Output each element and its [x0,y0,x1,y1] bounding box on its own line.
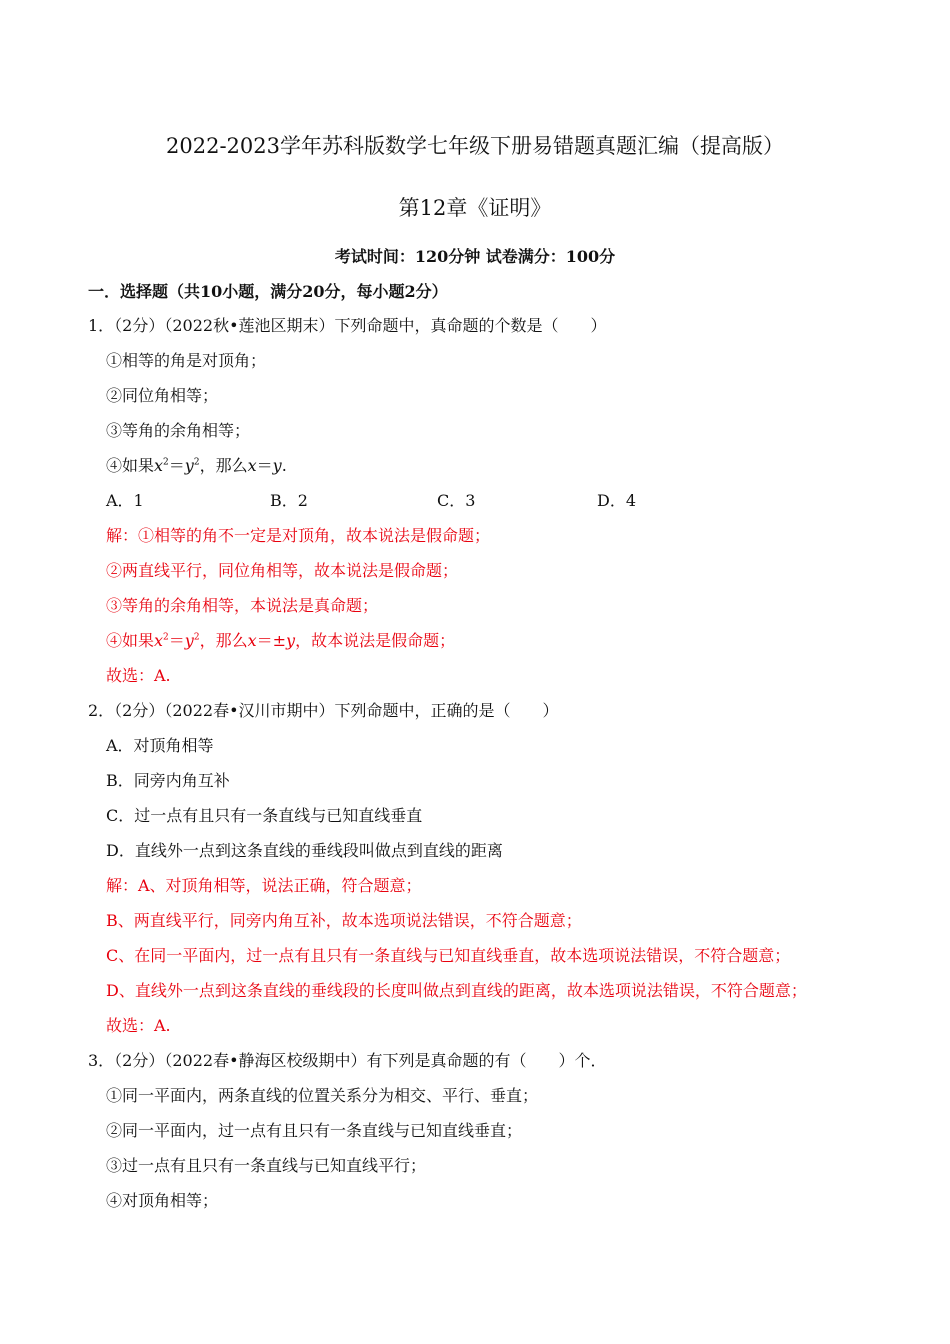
q2-option-c: C．过一点有且只有一条直线与已知直线垂直 [106,806,423,825]
q1-answer-4: ④如果$x^2=y^2$，那么x＝±y，故本说法是假命题； [106,631,456,650]
q3-statement-4: ④对顶角相等； [106,1191,219,1210]
question-3-stem: 3．（2分）（2022春•静海区校级期中）有下列是真命题的有（ ）个． [88,1051,607,1070]
q2-option-b: B．同旁内角互补 [106,771,230,790]
q2-option-a: A．对顶角相等 [106,736,214,755]
document-title: 2022-2023学年苏科版数学七年级下册易错题真题汇编（提高版） [166,134,784,158]
q2-choice: 故选：A. [106,1016,171,1035]
section-heading: 一．选择题（共10小题，满分20分，每小题2分） [88,282,448,301]
q1-statement-3: ③等角的余角相等； [106,421,251,440]
chapter-title: 第12章《证明》 [398,196,552,220]
q2-answer-d: D、直线外一点到这条直线的垂线段的长度叫做点到直线的距离，故本选项说法错误，不符合题意； [106,981,807,1000]
q1-answer-2: ②两直线平行，同位角相等，故本说法是假命题； [106,561,459,580]
q1-statement-4: ④如果$x^2=y^2$，那么x＝y. [106,456,287,475]
q1-option-d: D．4 [597,491,637,510]
q2-option-d: D．直线外一点到这条直线的垂线段叫做点到直线的距离 [106,841,503,860]
q2-answer-b: B、两直线平行，同旁内角互补，故本选项说法错误，不符合题意； [106,911,582,930]
q1-statement-2: ②同位角相等； [106,386,219,405]
question-2-stem: 2．（2分）（2022春•汉川市期中）下列命题中，正确的是（ ） [88,701,559,720]
exam-info: 考试时间：120分钟 试卷满分：100分 [334,247,616,266]
q1-statement-1: ①相等的角是对顶角； [106,351,267,370]
q2-answer-c: C、在同一平面内，过一点有且只有一条直线与已知直线垂直，故本选项说法错误，不符合题意； [106,946,791,965]
q3-statement-1: ①同一平面内，两条直线的位置关系分为相交、平行、垂直； [106,1086,539,1105]
q3-statement-3: ③过一点有且只有一条直线与已知直线平行； [106,1156,427,1175]
q1-option-a: A．1 [106,491,144,510]
q1-option-c: C．3 [437,491,476,510]
q1-answer-1: 解：①相等的角不一定是对顶角，故本说法是假命题； [106,526,491,545]
q1-option-b: B．2 [270,491,308,510]
question-1-stem: 1．（2分）（2022秋•莲池区期末）下列命题中，真命题的个数是（ ） [88,316,607,335]
q1-answer-3: ③等角的余角相等，本说法是真命题； [106,596,379,615]
q1-choice: 故选：A. [106,666,171,685]
q2-answer-a: 解：A、对顶角相等，说法正确，符合题意； [106,876,422,895]
q3-statement-2: ②同一平面内，过一点有且只有一条直线与已知直线垂直； [106,1121,523,1140]
